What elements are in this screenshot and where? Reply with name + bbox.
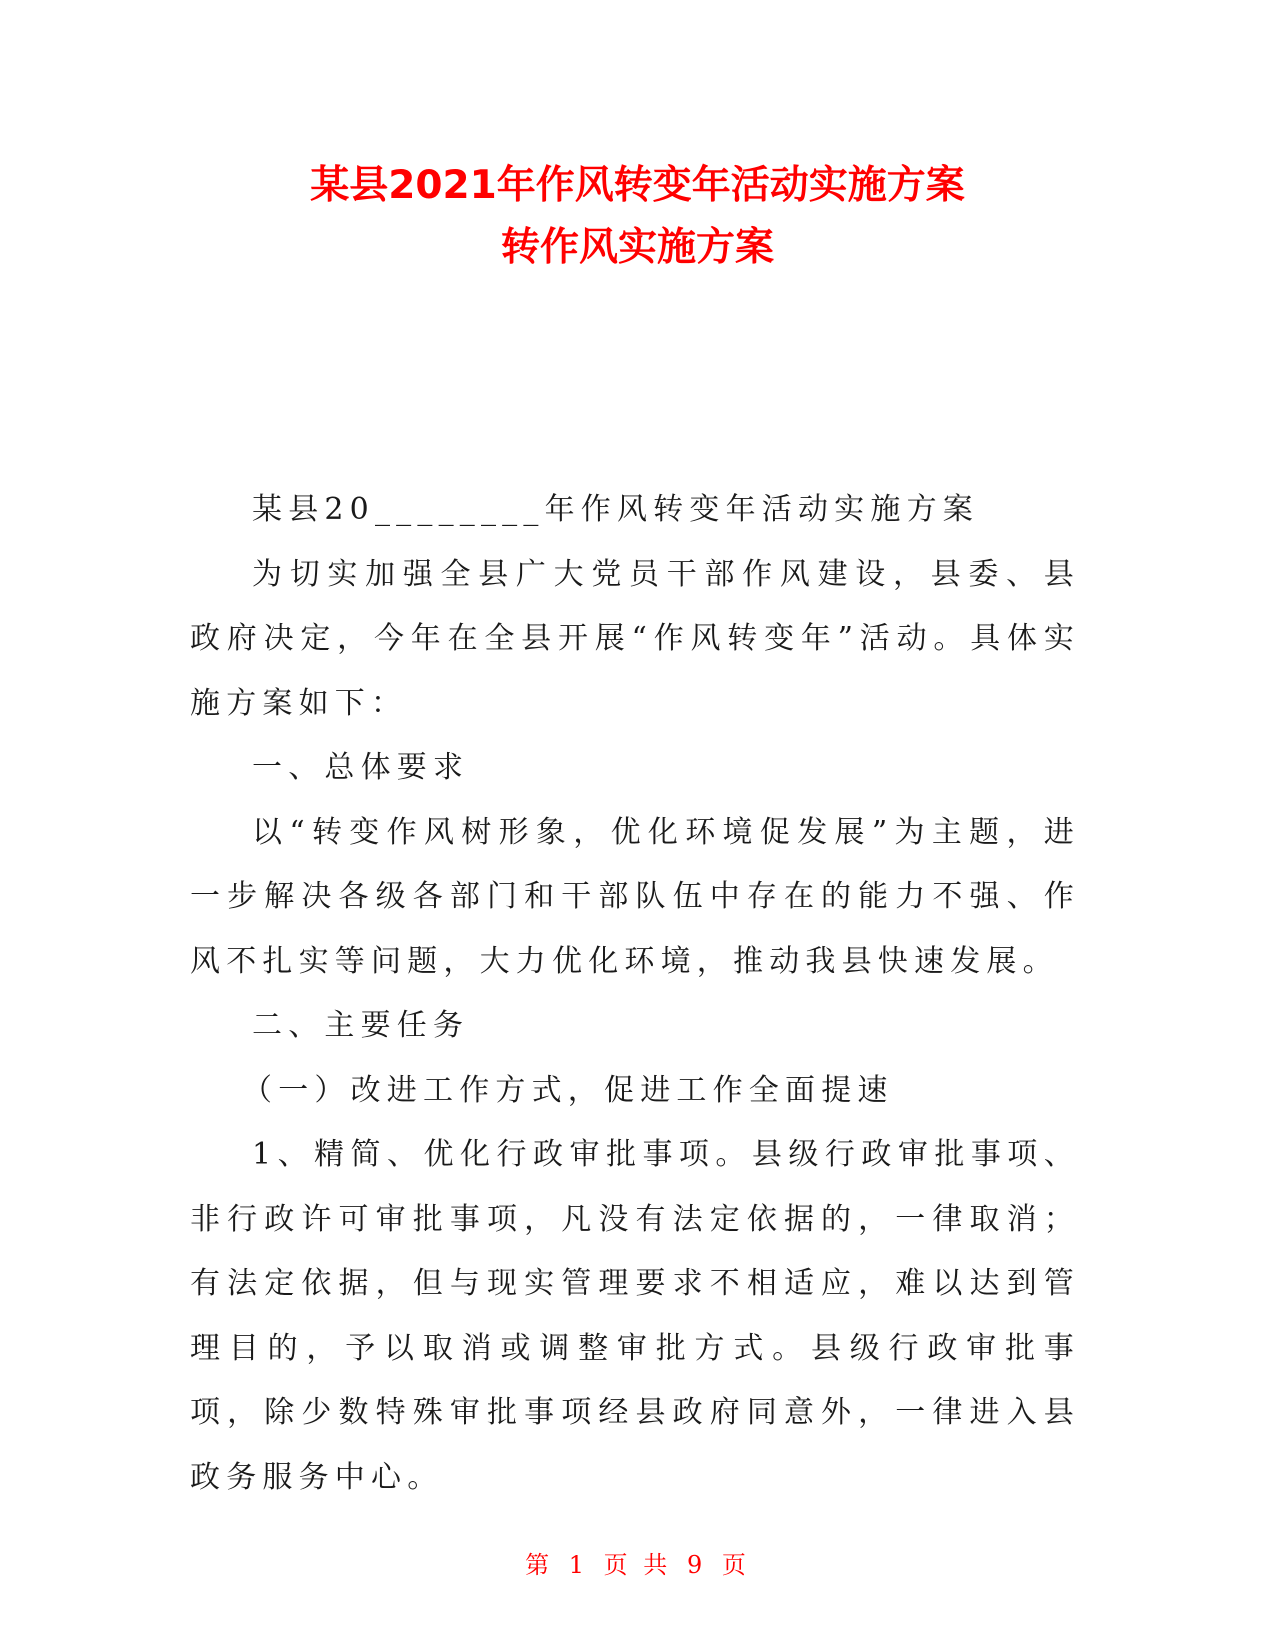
footer-suffix: 页 [721,1551,750,1579]
title-line-2: 转作风实施方案 [500,225,774,270]
paragraph-intro: 为切实加强全县广大党员干部作风建设，县委、县政府决定，今年在全县开展“作风转变年”活动。具体实施方案如下： [190,556,1080,721]
paragraph-item-1: 1、精简、优化行政审批事项。县级行政审批事项、非行政许可审批事项，凡没有法定依据的，一律取消；有法定依据，但与现实管理要求不相适应，难以达到管理目的，予以取消或调整审批方式。县级行政审批事项，除少数特殊审批事项经县政府同意外，一律进入县政务服务中心。 [190,1137,1080,1495]
subsection-heading-work-methods: （一）改进工作方式，促进工作全面提速 [242,1072,894,1108]
footer-current-page: 1 [568,1551,589,1579]
document-body [190,478,1080,1510]
page-footer [0,1545,1275,1580]
paragraph-overall-requirements: 以“转变作风树形象，优化环境促发展”为主题，进一步解决各级各部门和干部队伍中存在的能力不强、作风不扎实等问题，大力优化环境，推动我县快速发展。 [190,814,1080,979]
section-heading-main-tasks: 二、主要任务 [252,1008,470,1043]
footer-middle: 页 共 [603,1551,672,1579]
paragraph-doc-heading: 某县20________年作风转变年活动实施方案 [252,492,979,527]
section-heading-overall-requirements: 一、总体要求 [252,750,470,785]
footer-prefix: 第 [525,1551,554,1579]
footer-total-pages: 9 [686,1551,707,1579]
document-title [0,155,1275,279]
title-line-1: 某县2021年作风转变年活动实施方案 [310,163,965,208]
